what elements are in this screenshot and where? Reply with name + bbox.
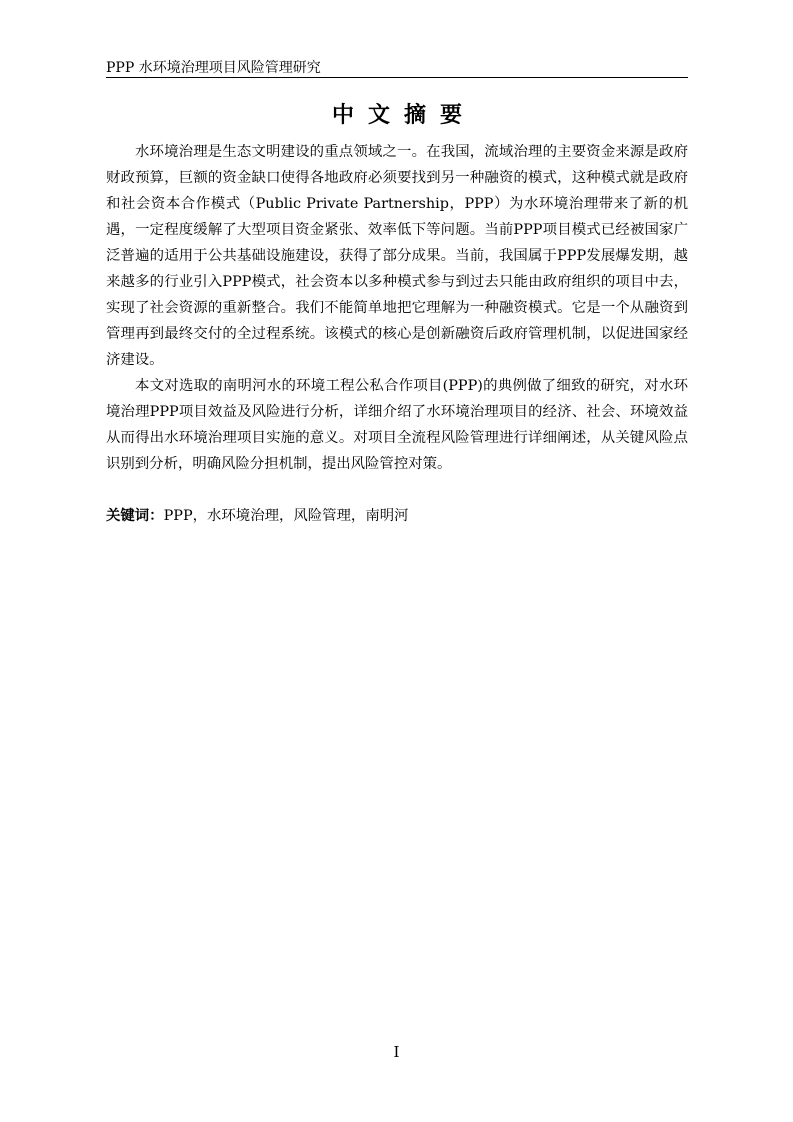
page-number: I xyxy=(393,1043,400,1061)
abstract-body xyxy=(106,139,688,477)
header-rule xyxy=(106,77,688,78)
abstract-paragraph-1: 水环境治理是生态文明建设的重点领域之一。在我国，流域治理的主要资金来源是政府财政预算，巨额的资金缺口使得各地政府必须要找到另一种融资的模式，这种模式就是政府和社会资本合作模式（Public Private Partnership，PPP）为水环境治理带来了新的机遇，一定程度缓解了大型项目资金紧张、效率低下等问题。当前PPP项目模式已经被国家广泛普遍的适用于公共基础设施建设，获得了部分成果。当前，我国属于PPP发展爆发期，越来越多的行业引入PPP模式，社会资本以多种模式参与到过去只能由政府组织的项目中去，实现了社会资源的重新整合。我们不能简单地把它理解为一种融资模式。它是一个从融资到管理再到最终交付的全过程系统。该模式的核心是创新融资后政府管理机制，以促进国家经济建设。 xyxy=(106,144,688,368)
keywords-label: 关键词： xyxy=(106,508,164,524)
running-header: PPP 水环境治理项目风险管理研究 xyxy=(106,60,321,76)
keywords-value: PPP，水环境治理，风险管理，南明河 xyxy=(163,508,409,524)
keywords-line xyxy=(106,503,688,529)
abstract-title: 中文摘要 xyxy=(331,103,476,128)
abstract-paragraph-2: 本文对选取的南明河水的环境工程公私合作项目(PPP)的典例做了细致的研究，对水环境治理PPP项目效益及风险进行分析，详细介绍了水环境治理项目的经济、社会、环境效益从而得出水环境治理项目实施的意义。对项目全流程风险管理进行详细阐述，从关键风险点识别到分析，明确风险分担机制，提出风险管控对策。 xyxy=(106,378,688,472)
